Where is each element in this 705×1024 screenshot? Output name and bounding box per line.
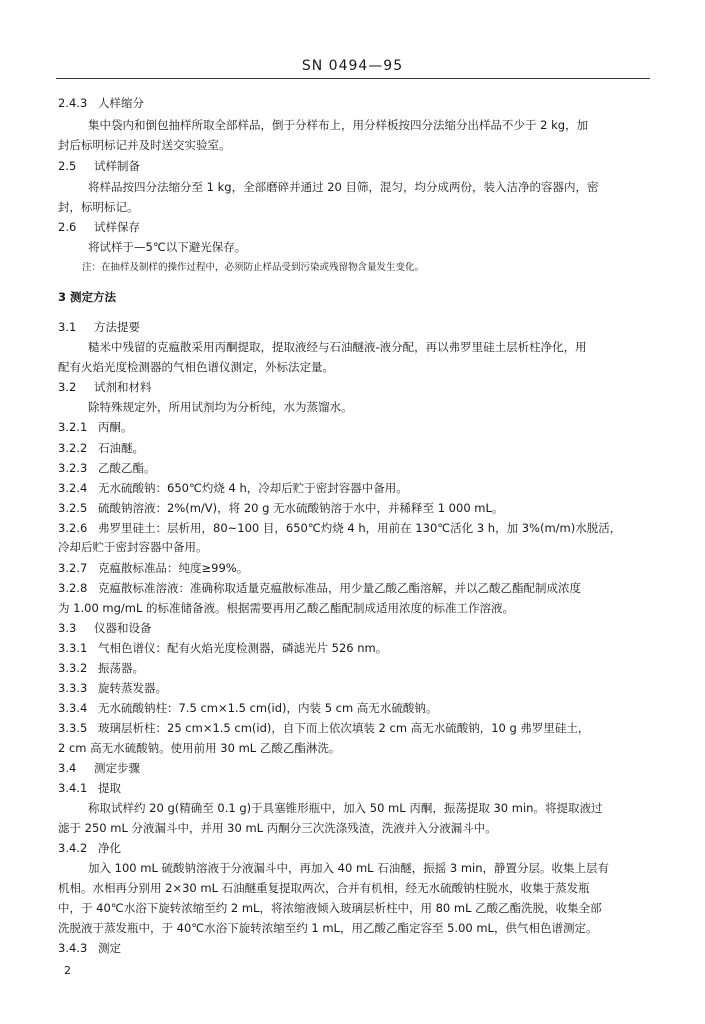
- section-3-1-heading: 3.1 方法提要: [58, 320, 140, 334]
- paragraph-line: 为 1.00 mg/mL 的标准储备液。根据需要再用乙酸乙酯配制成适用浓度的标准工作溶液。: [58, 601, 515, 615]
- section-3-4-heading: 3.4 测定步骤: [58, 761, 140, 775]
- paragraph-line: 2 cm 高无水硫酸钠。使用前用 30 mL 乙酸乙酯淋洗。: [58, 741, 341, 755]
- standard-number-header: SN 0494—95: [301, 58, 404, 74]
- paragraph-line: 将试样于—5℃以下避光保存。: [88, 240, 247, 254]
- item-3-4-1: 3.4.1 提取: [58, 781, 121, 795]
- page-number: 2: [64, 964, 71, 977]
- item-3-2-5: 3.2.5 硫酸钠溶液：2%(m/V)，将 20 g 无水硫酸钠溶于水中，并稀释至 1 000 mL。: [58, 501, 504, 515]
- section-3-3-heading: 3.3 仪器和设备: [58, 621, 152, 635]
- paragraph-line: 封后标明标记并及时送交实验室。: [58, 138, 231, 152]
- header-rule: [56, 78, 650, 79]
- paragraph-line: 配有火焰光度检测器的气相色谱仪测定，外标法定量。: [58, 360, 334, 374]
- item-3-2-1: 3.2.1 丙酮。: [58, 420, 133, 434]
- paragraph-line: 中，于 40℃水浴下旋转浓缩至约 2 mL，将浓缩液倾入玻璃层析柱中，用 80 mL 乙酸乙酯洗脱，收集全部: [58, 901, 602, 915]
- paragraph-line: 称取试样约 20 g(精确至 0.1 g)于具塞锥形瓶中，加入 50 mL 丙酮，振荡提取 30 min。将提取液过: [88, 801, 603, 815]
- item-3-2-4: 3.2.4 无水硫酸钠：650℃灼烧 4 h，冷却后贮于密封容器中备用。: [58, 481, 408, 495]
- paragraph-line: 集中袋内和倒包抽样所取全部样品，倒于分样布上，用分样板按四分法缩分出样品不少于 2 kg，加: [88, 118, 589, 132]
- item-3-2-6: 3.2.6 弗罗里硅土：层析用，80~100 目，650℃灼烧 4 h，用前在 130℃活化 3 h，加 3%(m/m)水脱活，: [58, 521, 622, 535]
- paragraph-line: 滤于 250 mL 分液漏斗中，并用 30 mL 丙酮分三次洗涤残渣，洗液并入分液漏斗中。: [58, 821, 497, 835]
- item-3-3-1: 3.3.1 气相色谱仪：配有火焰光度检测器，磷滤光片 526 nm。: [58, 641, 388, 655]
- item-3-3-5: 3.3.5 玻璃层析柱：25 cm×1.5 cm(id)，自下而上依次填装 2 cm 高无水硫酸钠，10 g 弗罗里硅土，: [58, 721, 590, 735]
- section-2-6-heading: 2.6 试样保存: [58, 220, 140, 234]
- paragraph-line: 将样品按四分法缩分至 1 kg，全部磨碎并通过 20 目筛，混匀，均分成两份，装入洁净的容器内，密: [88, 180, 599, 194]
- item-3-2-3: 3.2.3 乙酸乙酯。: [58, 461, 156, 475]
- item-3-2-2: 3.2.2 石油醚。: [58, 441, 144, 455]
- item-3-4-3: 3.4.3 测定: [58, 941, 121, 955]
- item-3-2-7: 3.2.7 克瘟散标准品：纯度≥99%。: [58, 561, 249, 575]
- chapter-3-heading: 3 测定方法: [58, 290, 117, 304]
- item-3-3-4: 3.3.4 无水硫酸钠柱：7.5 cm×1.5 cm(id)，内装 5 cm 高无水硫酸钠。: [58, 701, 438, 715]
- section-2-4-3-heading: 2.4.3 人样缩分: [58, 96, 144, 110]
- paragraph-line: 冷却后贮于密封容器中备用。: [58, 540, 208, 554]
- paragraph-line: 糙米中残留的克瘟散采用丙酮提取，提取液经与石油醚液-液分配，再以弗罗里硅土层析柱净化，用: [88, 340, 587, 354]
- section-2-5-heading: 2.5 试样制备: [58, 159, 140, 173]
- item-3-2-8: 3.2.8 克瘟散标准溶液：准确称取适量克瘟散标准品，用少量乙酸乙酯溶解，并以乙酸乙酯配制成浓度: [58, 581, 581, 595]
- paragraph-line: 机相。水相再分别用 2×30 mL 石油醚重复提取两次，合并有机相，经无水硫酸钠柱脱水，收集于蒸发瓶: [58, 881, 590, 895]
- paragraph-line: 除特殊规定外，所用试剂均为分析纯，水为蒸馏水。: [88, 400, 353, 414]
- item-3-3-2: 3.3.2 振荡器。: [58, 661, 144, 675]
- section-3-2-heading: 3.2 试剂和材料: [58, 380, 152, 394]
- item-3-3-3: 3.3.3 旋转蒸发器。: [58, 681, 167, 695]
- note-line: 注：在抽样及制样的操作过程中，必须防止样品受到污染或残留物含量发生变化。: [82, 262, 425, 273]
- paragraph-line: 洗脱液于蒸发瓶中，于 40℃水浴下旋转浓缩至约 1 mL，用乙酸乙酯定容至 5.00 mL，供气相色谱测定。: [58, 921, 598, 935]
- paragraph-line: 封，标明标记。: [58, 200, 139, 214]
- item-3-4-2: 3.4.2 净化: [58, 841, 121, 855]
- paragraph-line: 加入 100 mL 硫酸钠溶液于分液漏斗中，再加入 40 mL 石油醚，振摇 3 min，静置分层。收集上层有: [88, 861, 610, 875]
